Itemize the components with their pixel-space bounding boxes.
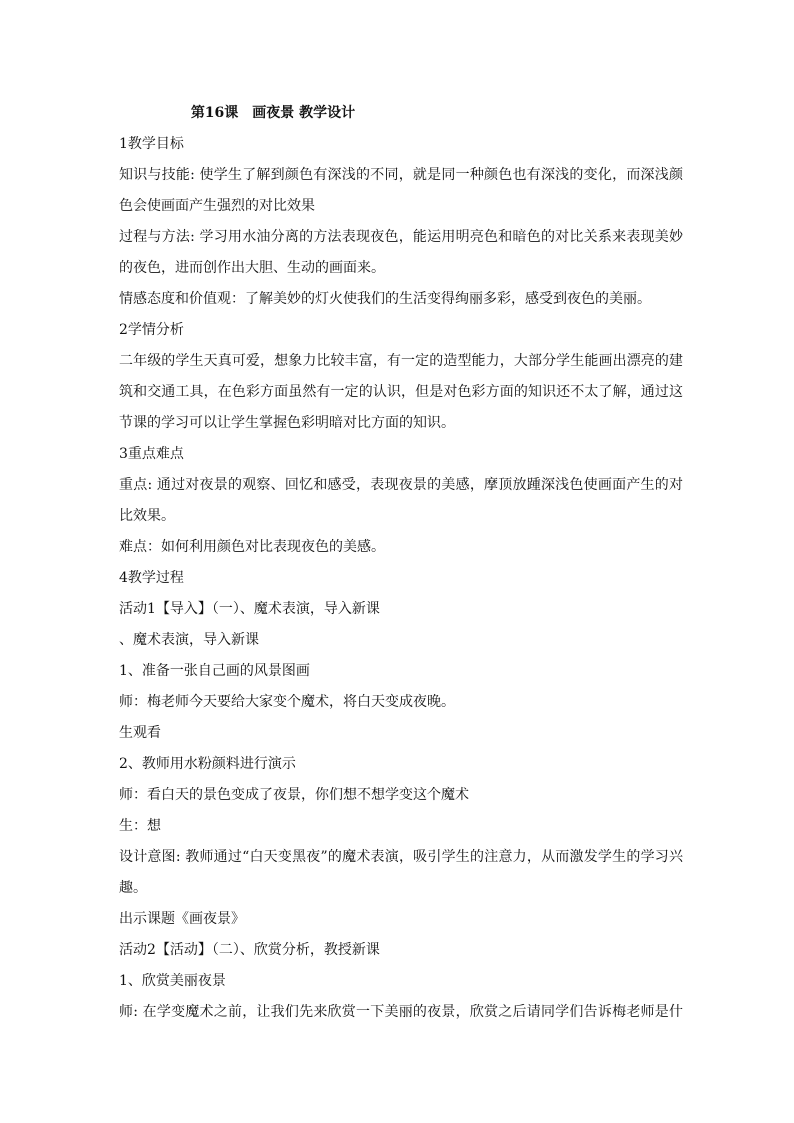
paragraph-line: 比效果。 xyxy=(119,508,175,524)
paragraph-line: 的夜色，进而创作出大胆、生动的画面来。 xyxy=(119,260,385,276)
heading-teaching-process: 4教学过程 xyxy=(119,570,184,586)
paragraph-line: 2、教师用水粉颜料进行演示 xyxy=(119,756,296,772)
heading-student-analysis: 2学情分析 xyxy=(119,322,184,338)
paragraph-line: 趣。 xyxy=(119,880,147,896)
paragraph-line: 师：看白天的景色变成了夜景，你们想不想学变这个魔术 xyxy=(119,787,469,803)
paragraph-line: 情感态度和价值观：了解美妙的灯火使我们的生活变得绚丽多彩，感受到夜色的美丽。 xyxy=(119,291,651,307)
paragraph-line: 过程与方法: 学习用水油分离的方法表现夜色，能运用明亮色和暗色的对比关系来表现美妙 xyxy=(119,229,683,245)
paragraph-line: 1、准备一张自己画的风景图画 xyxy=(119,663,310,679)
paragraph-line: 节课的学习可以让学生掌握色彩明暗对比方面的知识。 xyxy=(119,415,455,431)
paragraph-line: 设计意图: 教师通过“白天变黑夜”的魔术表演，吸引学生的注意力，从而激发学生的学习兴 xyxy=(119,849,683,865)
paragraph-line: 活动2【活动】（二）、欣赏分析，教授新课 xyxy=(119,942,380,958)
paragraph-line: 生观看 xyxy=(119,725,161,741)
paragraph-line: 活动1【导入】（一）、魔术表演，导入新课 xyxy=(119,601,380,617)
paragraph-line: 筑和交通工具，在色彩方面虽然有一定的认识，但是对色彩方面的知识还不太了解，通过这 xyxy=(119,384,683,400)
paragraph-line: 难点：如何利用颜色对比表现夜色的美感。 xyxy=(119,539,385,555)
paragraph-line: 色会使画面产生强烈的对比效果 xyxy=(119,198,315,214)
heading-key-points: 3重点难点 xyxy=(119,446,184,462)
paragraph-line: 二年级的学生天真可爱，想象力比较丰富，有一定的造型能力，大部分学生能画出漂亮的建 xyxy=(119,353,683,369)
paragraph-line: 生：想 xyxy=(119,818,161,834)
paragraph-line: 师：梅老师今天要给大家变个魔术，将白天变成夜晚。 xyxy=(119,694,455,710)
document-title: 第16课 画夜景 教学设计 xyxy=(190,105,356,121)
paragraph-line: 、魔术表演，导入新课 xyxy=(119,632,259,648)
paragraph-line: 师: 在学变魔术之前，让我们先来欣赏一下美丽的夜景，欣赏之后请同学们告诉梅老师是什 xyxy=(119,1004,683,1020)
paragraph-line: 出示课题《画夜景》 xyxy=(119,911,245,927)
heading-teaching-goals: 1教学目标 xyxy=(119,136,184,152)
paragraph-line: 重点: 通过对夜景的观察、回忆和感受，表现夜景的美感，摩顶放踵深浅色使画面产生的对 xyxy=(119,477,683,493)
paragraph-line: 知识与技能: 使学生了解到颜色有深浅的不同，就是同一种颜色也有深浅的变化，而深浅颜 xyxy=(119,167,683,183)
paragraph-line: 1、欣赏美丽夜景 xyxy=(119,973,226,989)
